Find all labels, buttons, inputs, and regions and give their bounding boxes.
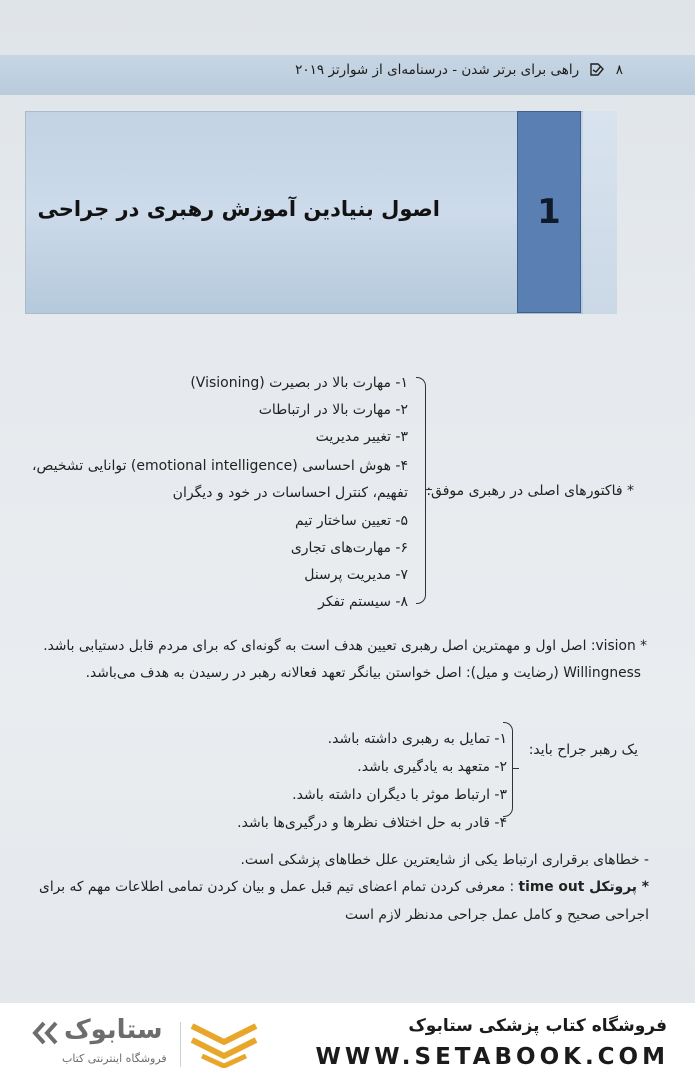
logo-divider: [180, 1022, 181, 1067]
surgeon-item: ۳- ارتباط موثر با دیگران داشته باشد.: [292, 787, 507, 803]
logo-tagline: فروشگاه اینترنتی کتاب: [62, 1052, 167, 1065]
factor-item: تفهیم، کنترل احساسات در خود و دیگران: [172, 485, 408, 501]
book-title: راهی برای برتر شدن - درسنامه‌ای از شوارتز ۲۰۱۹: [295, 62, 580, 78]
factors-bracket: [416, 377, 426, 604]
surgeon-item: ۱- تمایل به رهبری داشته باشد.: [327, 731, 507, 747]
chapter-title: اصول بنیادین آموزش رهبری در جراحی: [37, 197, 440, 221]
logo-wordmark: ستابوک: [64, 1015, 163, 1045]
chapter-number: 1: [537, 192, 561, 232]
store-name: فروشگاه کتاب پزشکی ستابوک: [408, 1016, 667, 1036]
setabook-logo-icon: [188, 1020, 260, 1072]
factor-item: ۴- هوش احساسی (emotional intelligence) توانایی تشخیص،: [31, 458, 408, 474]
communication-line: - خطاهای برقراری ارتباط یکی از شایعترین علل خطاهای پزشکی است.: [240, 852, 649, 868]
factor-item: ۶- مهارت‌های تجاری: [290, 540, 408, 556]
logo-arrows-icon: [30, 1020, 60, 1050]
factor-item: ۷- مدیریت پرسنل: [304, 567, 408, 583]
protocol-line: [39, 879, 649, 895]
vision-line: * vision: اصل اول و مهمترین اصل رهبری تعیین هدف است به گونه‌ای که برای مردم قابل دستیابی باشد.: [43, 638, 647, 654]
surgeon-label: یک رهبر جراح باید:: [528, 742, 638, 758]
surgeon-item: ۴- قادر به حل اختلاف نظرها و درگیری‌ها باشد.: [237, 815, 507, 831]
factor-item: ۵- تعیین ساختار تیم: [294, 513, 408, 529]
factor-item: ۳- تغییر مدیریت: [315, 429, 408, 445]
protocol-label: * پروتکل time out: [518, 879, 649, 895]
factors-label: * فاکتورهای اصلی در رهبری موفق:: [426, 483, 634, 499]
willingness-line: Willingness (رضایت و میل): اصل خواستن بیانگر تعهد فعالانه رهبر در رسیدن به هدف می‌باشد.: [85, 665, 641, 681]
surgeon-bracket-tip: [512, 768, 519, 769]
communication-line: اجراحی صحیح و کامل عمل جراحی مدنظر لازم است: [345, 907, 649, 923]
surgeon-item: ۲- متعهد به یادگیری باشد.: [357, 759, 507, 775]
running-header: [295, 62, 623, 81]
chapter-number-box: [517, 111, 581, 313]
store-url[interactable]: WWW.SETABOOK.COM: [315, 1044, 669, 1070]
factor-item: ۸- سیستم تفکر: [318, 594, 408, 610]
chapter-banner-edge: [583, 111, 617, 314]
book-check-icon: [589, 62, 605, 81]
factor-item: ۲- مهارت بالا در ارتباطات: [258, 402, 408, 418]
protocol-text: : معرفی کردن تمام اعضای تیم قبل عمل و بیان کردن تمامی اطلاعات مهم که برای: [39, 879, 515, 895]
factor-item: ۱- مهارت بالا در بصیرت (Visioning): [190, 375, 408, 391]
page-number: ۸: [615, 62, 623, 78]
